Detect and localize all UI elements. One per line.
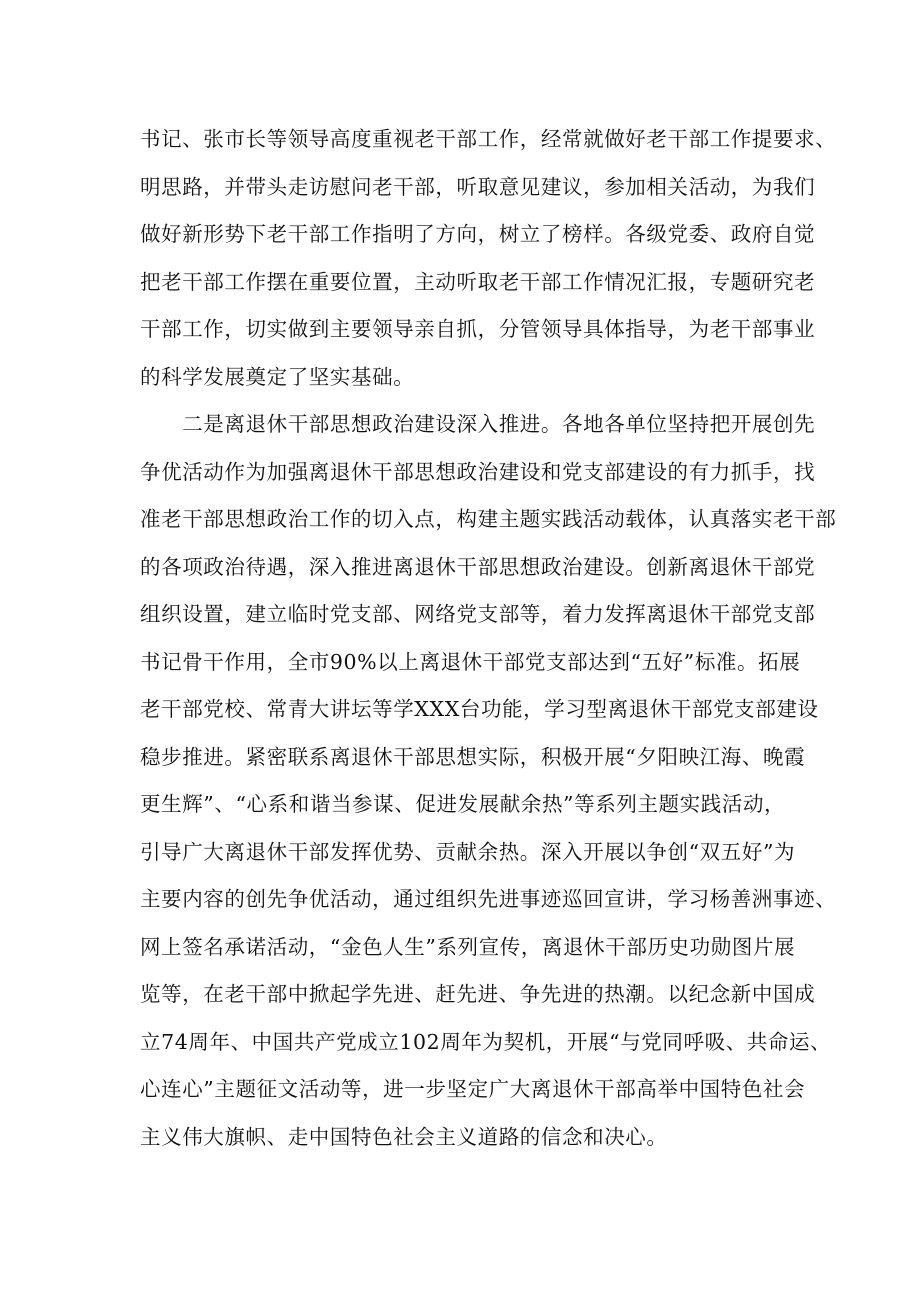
text-line: 准老干部思想政治工作的切入点，构建主题实践活动载体，认真落实老干部 (140, 507, 837, 531)
text-line: 二是离退休干部思想政治建设深入推进。各地各单位坚持把开展创先 (140, 412, 816, 436)
text-line: 网上签名承诺活动，“金色人生”系列宣传，离退休干部历史功勋图片展 (140, 934, 796, 959)
text-line: 把老干部工作摆在重要位置，主动听取老干部工作情况汇报，专题研究老 (140, 269, 816, 294)
text-line: 心连心”主题征文活动等，进一步坚定广大离退休干部高举中国特色社会 (140, 1077, 806, 1101)
text-line: 稳步推进。紧密联系离退休干部思想实际，积极开展“夕阳映江海、晚霞 (140, 744, 806, 769)
text-line: 的科学发展奠定了坚实基础。 (140, 364, 415, 389)
text-line: 主义伟大旗帜、走中国特色社会主义道路的信念和决心。 (140, 1124, 668, 1149)
text-line: 主要内容的创先争优活动，通过组织先进事迹巡回宣讲，学习杨善洲事迹、 (140, 887, 837, 911)
text-line: 明思路，并带头走访慰问老干部，听取意见建议，参加相关活动，为我们 (140, 174, 816, 199)
text-line: 做好新形势下老干部工作指明了方向，树立了榜样。各级党委、政府自觉 (140, 222, 816, 246)
text-line: 组织设置，建立临时党支部、网络党支部等，着力发挥离退休干部党支部 (140, 602, 816, 626)
text-line: 书记、张市长等领导高度重视老干部工作，经常就做好老干部工作提要求、 (140, 127, 837, 151)
text-line: 览等，在老干部中掀起学先进、赶先进、争先进的热潮。以纪念新中国成 (140, 982, 816, 1006)
text-line: 争优活动作为加强离退休干部思想政治建设和党支部建设的有力抓手，找 (140, 459, 816, 484)
text-line: 引导广大离退休干部发挥优势、贡献余热。深入开展以争创“双五好”为 (140, 839, 796, 864)
text-line: 书记骨干作用，全市90%以上离退休干部党支部达到“五好”标准。拓展 (140, 649, 801, 674)
text-line: 干部工作，切实做到主要领导亲自抓，分管领导具体指导，为老干部事业 (140, 317, 816, 341)
text-line: 老干部党校、常青大讲坛等学XXX台功能，学习型离退休干部党支部建设 (140, 697, 819, 721)
text-line: 的各项政治待遇，深入推进离退休干部思想政治建设。创新离退休干部党 (140, 554, 816, 579)
body-text (140, 116, 837, 1161)
text-line: 立74周年、中国共产党成立102周年为契机，开展“与党同呼吸、共命运、 (140, 1029, 832, 1054)
text-line: 更生辉”、“心系和谐当参谋、促进发展献余热”等系列主题实践活动， (140, 792, 786, 816)
